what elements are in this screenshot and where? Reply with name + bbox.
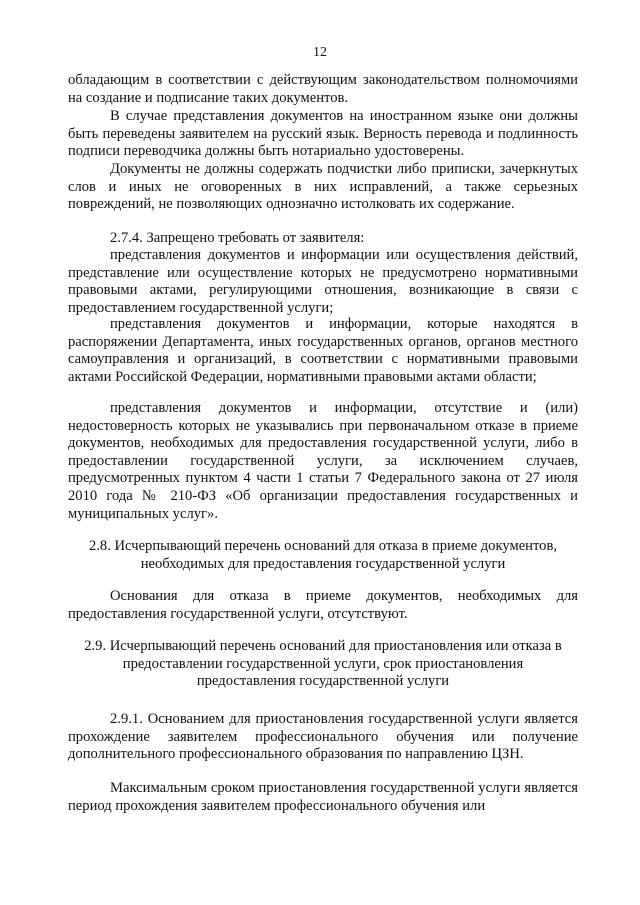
paragraph-10: Максимальным сроком приостановления государственной услуги является период прохождения заявителем профессионального обучения или <box>68 780 578 814</box>
paragraph-7: представления документов и информации, отсутствие и (или) недостоверность которых не указывались при первоначальном отказе в приеме документов, необходимых для предоставления государственной услуги, либо в предоставлении государственной услуги, за исключением случаев, предусмотренных пунктом 4 части 1 статьи 7 Федерального закона от 27 июля 2010 года № 210-ФЗ «Об организации предоставления государственных и муниципальных услуг». <box>68 400 578 522</box>
paragraph-3: Документы не должны содержать подчистки либо приписки, зачеркнутых слов и иных не оговоренных в них исправлений, а также серьезных повреждений, не позволяющих однозначно истолковать их содержание. <box>68 161 578 213</box>
paragraph-4: 2.7.4. Запрещено требовать от заявителя: <box>110 230 365 246</box>
paragraph-9: 2.9.1. Основанием для приостановления государственной услуги является прохождение заявителем профессионального обучения или получение дополнительного профессионального образования по направлению ЦЗН. <box>68 711 578 763</box>
paragraph-2: В случае представления документов на иностранном языке они должны быть переведены заявителем на русский язык. Верность перевода и подлинность подписи переводчика должны быть нотариально удостоверены. <box>68 108 578 160</box>
section-heading-2-8: 2.8. Исчерпывающий перечень оснований для отказа в приеме документов, необходимых для предоставления государственной услуги <box>88 538 558 572</box>
paragraph-1: обладающим в соответствии с действующим законодательством полномочиями на создание и подписание таких документов. <box>68 72 578 106</box>
paragraph-5: представления документов и информации или осуществления действий, представление или осуществление которых не предусмотрено нормативными правовыми актами, регулирующими отношения, возникающие в связи с предоставлением государственной услуги; <box>68 247 578 316</box>
paragraph-8: Основания для отказа в приеме документов, необходимых для предоставления государственной услуги, отсутствуют. <box>68 588 578 622</box>
page-number: 12 <box>313 45 327 60</box>
paragraph-6: представления документов и информации, которые находятся в распоряжении Департамента, иных государственных органов, органов местного самоуправления и организаций, в соответствии с нормативными правовыми актами Российской Федерации, нормативными правовыми актами области; <box>68 316 578 385</box>
section-heading-2-9: 2.9. Исчерпывающий перечень оснований для приостановления или отказа в предоставлении государственной услуги, срок приостановления предоставления государственной услуги <box>84 638 562 690</box>
